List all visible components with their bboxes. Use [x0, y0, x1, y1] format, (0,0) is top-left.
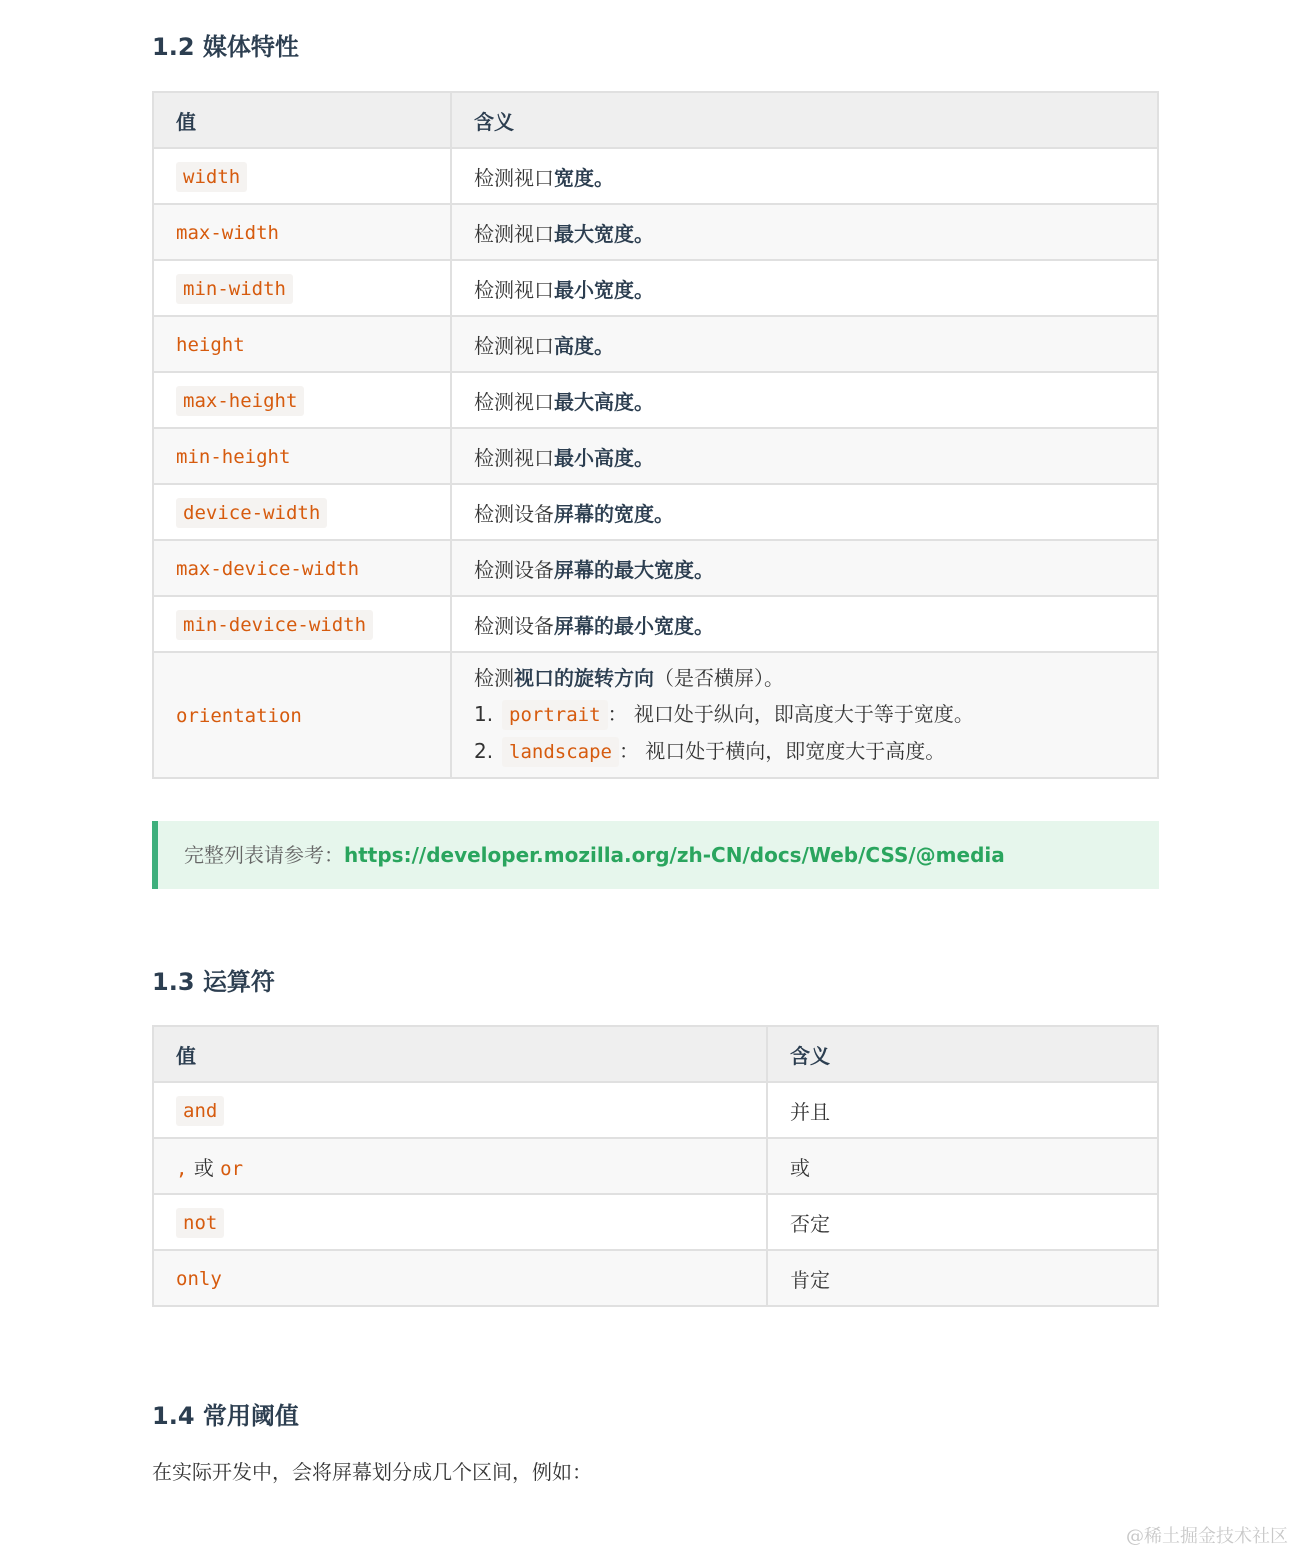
header-value: 值	[153, 92, 451, 148]
orientation-list	[474, 696, 1135, 770]
section-heading-media-features: 1.2 媒体特性	[152, 33, 299, 61]
desc-plain: 检测视口	[474, 389, 554, 414]
feature-code: max-width	[176, 222, 279, 244]
desc-plain: 检测设备	[474, 613, 554, 638]
header-meaning: 含义	[767, 1026, 1158, 1082]
desc-plain: 检测设备	[474, 557, 554, 582]
table-row	[153, 1082, 1158, 1138]
operator-code: only	[176, 1268, 222, 1290]
desc-bold: 最小高度。	[554, 445, 654, 470]
section-heading-thresholds: 1.4 常用阈值	[152, 1402, 299, 1430]
feature-code: device-width	[176, 498, 327, 528]
operator-meaning: 否定	[767, 1194, 1158, 1250]
operators-table	[152, 1025, 1159, 1307]
desc-plain: 检测设备	[474, 501, 554, 526]
feature-code: max-device-width	[176, 558, 360, 580]
desc-plain: 检测视口	[474, 445, 554, 470]
orientation-code: landscape	[502, 737, 619, 767]
desc-bold: 最小宽度。	[554, 277, 654, 302]
watermark: @稀土掘金技术社区	[1126, 1526, 1288, 1547]
desc-plain: 检测视口	[474, 333, 554, 358]
table-row-orientation	[153, 652, 1158, 778]
table-row	[153, 148, 1158, 204]
operator-code: or	[220, 1157, 244, 1180]
list-item	[474, 733, 1135, 770]
desc-bold: 最大高度。	[554, 389, 654, 414]
orientation-desc	[474, 660, 1135, 696]
operator-meaning: 或	[767, 1138, 1158, 1194]
feature-code: min-height	[176, 446, 291, 468]
table-header-row	[153, 1026, 1158, 1082]
desc-bold: 屏幕的最小宽度。	[554, 613, 714, 638]
desc-bold: 屏幕的最大宽度。	[554, 557, 714, 582]
table-row	[153, 484, 1158, 540]
note-label: 完整列表请参考：	[184, 843, 344, 867]
section-heading-operators: 1.3 运算符	[152, 968, 275, 996]
table-row	[153, 204, 1158, 260]
table-row	[153, 1194, 1158, 1250]
table-row	[153, 260, 1158, 316]
feature-code: height	[176, 334, 245, 356]
operator-joiner: 或	[193, 1155, 214, 1180]
desc-bold: 高度。	[554, 333, 614, 358]
desc-bold: 最大宽度。	[554, 221, 654, 246]
list-number: 1.	[474, 702, 494, 726]
desc-bold: 视口的旋转方向	[514, 666, 654, 690]
header-value: 值	[153, 1026, 767, 1082]
desc-plain: 检测视口	[474, 277, 554, 302]
table-row	[153, 1138, 1158, 1194]
operator-code: and	[176, 1096, 224, 1126]
desc-plain: 检测	[474, 666, 514, 690]
table-row	[153, 1250, 1158, 1306]
table-row	[153, 428, 1158, 484]
reference-note	[152, 821, 1159, 889]
list-item	[474, 696, 1135, 733]
desc-bold: 屏幕的宽度。	[554, 501, 674, 526]
feature-code: min-device-width	[176, 610, 373, 640]
orientation-code: portrait	[502, 700, 608, 730]
thresholds-paragraph: 在实际开发中，会将屏幕划分成几个区间，例如：	[152, 1460, 592, 1484]
table-header-row	[153, 92, 1158, 148]
table-row	[153, 372, 1158, 428]
list-text: ： 视口处于纵向，即高度大于等于宽度。	[607, 702, 974, 726]
desc-tail: （是否横屏）。	[654, 666, 784, 690]
mdn-media-link[interactable]: https://developer.mozilla.org/zh-CN/docs/Web/CSS/@media	[344, 843, 1005, 867]
operator-meaning: 并且	[767, 1082, 1158, 1138]
feature-code: width	[176, 162, 247, 192]
list-number: 2.	[474, 739, 494, 763]
operator-meaning: 肯定	[767, 1250, 1158, 1306]
table-row	[153, 596, 1158, 652]
table-row	[153, 316, 1158, 372]
desc-plain: 检测视口	[474, 165, 554, 190]
list-text: ： 视口处于横向，即宽度大于高度。	[618, 739, 946, 763]
operator-code: not	[176, 1208, 224, 1238]
feature-code: max-height	[176, 386, 304, 416]
media-features-table	[152, 91, 1159, 779]
operator-code: ,	[176, 1157, 188, 1180]
desc-plain: 检测视口	[474, 221, 554, 246]
feature-code: min-width	[176, 274, 293, 304]
desc-bold: 宽度。	[554, 165, 614, 190]
header-meaning: 含义	[451, 92, 1158, 148]
table-row	[153, 540, 1158, 596]
feature-code: orientation	[176, 705, 302, 727]
